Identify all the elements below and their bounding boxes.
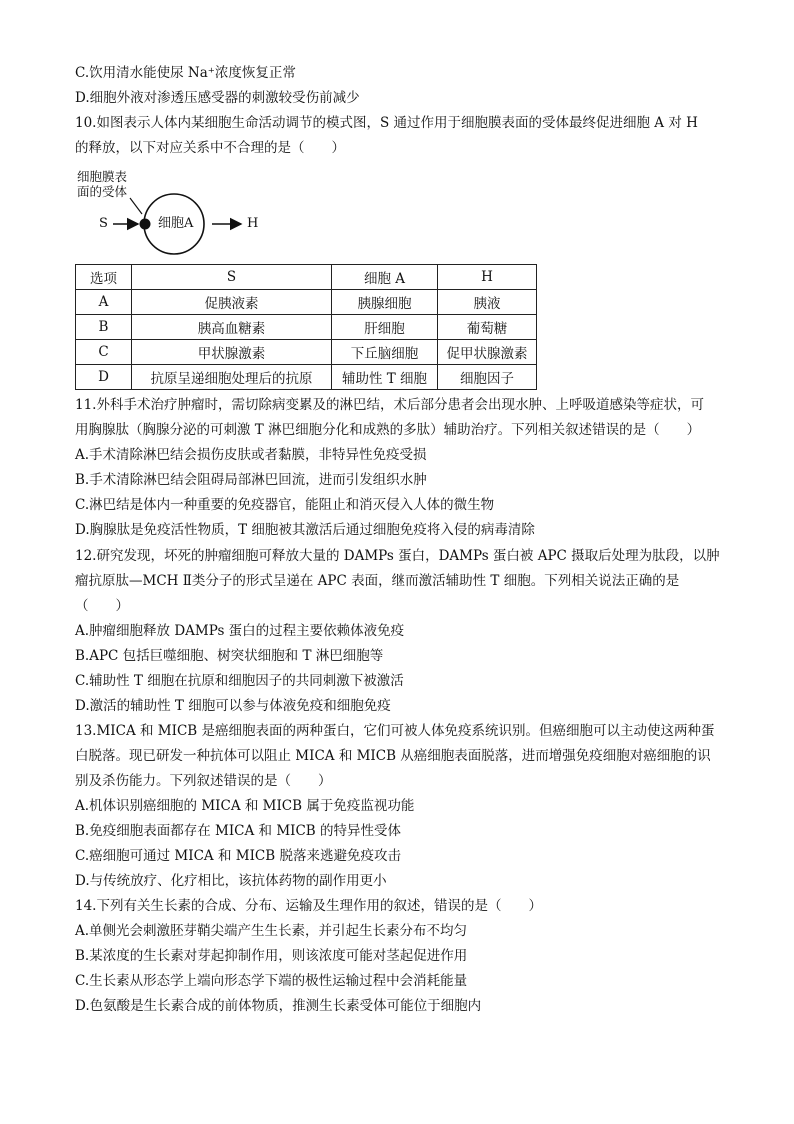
q14-stem: 14.下列有关生长素的合成、分布、运输及生理作用的叙述，错误的是（ ）	[75, 898, 542, 914]
q12-stem-line-2: 瘤抗原肽—MCH Ⅱ类分子的形式呈递在 APC 表面，继而激活辅助性 T 细胞。下列相关说法正确的是	[75, 573, 680, 589]
q13-stem-line-3: 别及杀伤能力。下列叙述错误的是（ ）	[75, 773, 332, 789]
table-cell: 抗原呈递细胞处理后的抗原	[132, 365, 332, 390]
table-cell: 胰高血糖素	[132, 315, 332, 340]
receptor-pointer-line	[130, 198, 142, 214]
table-cell: 细胞因子	[438, 365, 537, 390]
table-row	[76, 315, 537, 340]
table-cell: 下丘脑细胞	[332, 340, 438, 365]
q13-option-d: D.与传统放疗、化疗相比，该抗体药物的副作用更小	[75, 873, 387, 889]
q10-options-table	[75, 264, 537, 390]
q14-option-b: B.某浓度的生长素对芽起抑制作用，则该浓度可能对茎起促进作用	[75, 948, 468, 964]
q12-option-d: D.激活的辅助性 T 细胞可以参与体液免疫和细胞免疫	[75, 698, 391, 714]
table-cell: C	[76, 340, 132, 365]
table-row	[76, 365, 537, 390]
q11-stem-line-2: 用胸腺肽（胸腺分泌的可刺激 T 淋巴细胞分化和成熟的多肽）辅助治疗。下列相关叙述错误的是（ ）	[75, 422, 701, 438]
table-cell: A	[76, 290, 132, 315]
q11-option-b: B.手术清除淋巴结会阻碍局部淋巴回流，进而引发组织水肿	[75, 472, 427, 488]
q12-option-b: B.APC 包括巨噬细胞、树突状细胞和 T 淋巴细胞等	[75, 648, 384, 664]
q13-stem-line-1: 13.MICA 和 MICB 是癌细胞表面的两种蛋白，它们可被人体免疫系统识别。但癌细胞可以主动使这两种蛋	[75, 723, 715, 739]
table-cell: 胰腺细胞	[332, 290, 438, 315]
q14-option-a: A.单侧光会刺激胚芽鞘尖端产生生长素，并引起生长素分布不均匀	[75, 923, 468, 939]
q12-stem-line-3: （ ）	[75, 598, 129, 614]
q13-option-a: A.机体识别癌细胞的 MICA 和 MICB 属于免疫监视功能	[75, 798, 415, 814]
table-cell: 辅助性 T 细胞	[332, 365, 438, 390]
cell-a-label: 细胞A	[158, 216, 194, 231]
q11-option-c: C.淋巴结是体内一种重要的免疫器官，能阻止和消灭侵入人体的微生物	[75, 497, 495, 513]
q12-stem-line-1: 12.研究发现，坏死的肿瘤细胞可释放大量的 DAMPs 蛋白，DAMPs 蛋白被 APC 摄取后处理为肽段，以肿	[75, 548, 720, 564]
table-row	[76, 290, 537, 315]
q11-stem-line-1: 11.外科手术治疗肿瘤时，需切除病变累及的淋巴结，术后部分患者会出现水肿、上呼吸道感染等症状，可	[75, 397, 704, 413]
table-cell: 促胰液素	[132, 290, 332, 315]
receptor-dot	[140, 219, 151, 230]
diagram-graphics	[75, 168, 275, 260]
table-header-row	[76, 265, 537, 290]
q11-option-a: A.手术清除淋巴结会损伤皮肤或者黏膜，非特异性免疫受损	[75, 447, 427, 463]
table-cell: B	[76, 315, 132, 340]
q10-stem-line-2: 的释放，以下对应关系中不合理的是（ ）	[75, 140, 345, 156]
q13-stem-line-2: 白脱落。现已研发一种抗体可以阻止 MICA 和 MICB 从癌细胞表面脱落，进而增强免疫细胞对癌细胞的识	[75, 748, 711, 764]
s-label: S	[99, 216, 108, 231]
q14-option-d: D.色氨酸是生长素合成的前体物质，推测生长素受体可能位于细胞内	[75, 998, 482, 1014]
q9-option-d: D.细胞外液对渗透压感受器的刺激较受伤前减少	[75, 90, 360, 106]
receptor-label-line-2: 面的受体	[77, 184, 128, 199]
table-row	[76, 340, 537, 365]
table-cell: 胰液	[438, 290, 537, 315]
receptor-label-line-1: 细胞膜表	[77, 169, 128, 184]
q14-option-c: C.生长素从形态学上端向形态学下端的极性运输过程中会消耗能量	[75, 973, 468, 989]
header-option: 选项	[76, 265, 132, 290]
h-label: H	[247, 216, 259, 231]
cell-regulation-diagram	[75, 168, 275, 260]
table-cell: 肝细胞	[332, 315, 438, 340]
table-cell: 葡萄糖	[438, 315, 537, 340]
table-cell: D	[76, 365, 132, 390]
q10-stem-line-1: 10.如图表示人体内某细胞生命活动调节的模式图，S 通过作用于细胞膜表面的受体最终促进细胞 A 对 H	[75, 115, 698, 131]
q11-option-d: D.胸腺肽是免疫活性物质，T 细胞被其激活后通过细胞免疫将入侵的病毒清除	[75, 522, 535, 538]
table-cell: 甲状腺激素	[132, 340, 332, 365]
q13-option-c: C.癌细胞可通过 MICA 和 MICB 脱落来逃避免疫攻击	[75, 848, 401, 864]
q12-option-c: C.辅助性 T 细胞在抗原和细胞因子的共同刺激下被激活	[75, 673, 404, 689]
q9-option-c: C.饮用清水能使尿 Na⁺浓度恢复正常	[75, 65, 296, 81]
header-cell-a: 细胞 A	[332, 265, 438, 290]
header-s: S	[132, 265, 332, 290]
header-h: H	[438, 265, 537, 290]
table-cell: 促甲状腺激素	[438, 340, 537, 365]
q12-option-a: A.肿瘤细胞释放 DAMPs 蛋白的过程主要依赖体液免疫	[75, 623, 405, 639]
q13-option-b: B.免疫细胞表面都存在 MICA 和 MICB 的特异性受体	[75, 823, 402, 839]
